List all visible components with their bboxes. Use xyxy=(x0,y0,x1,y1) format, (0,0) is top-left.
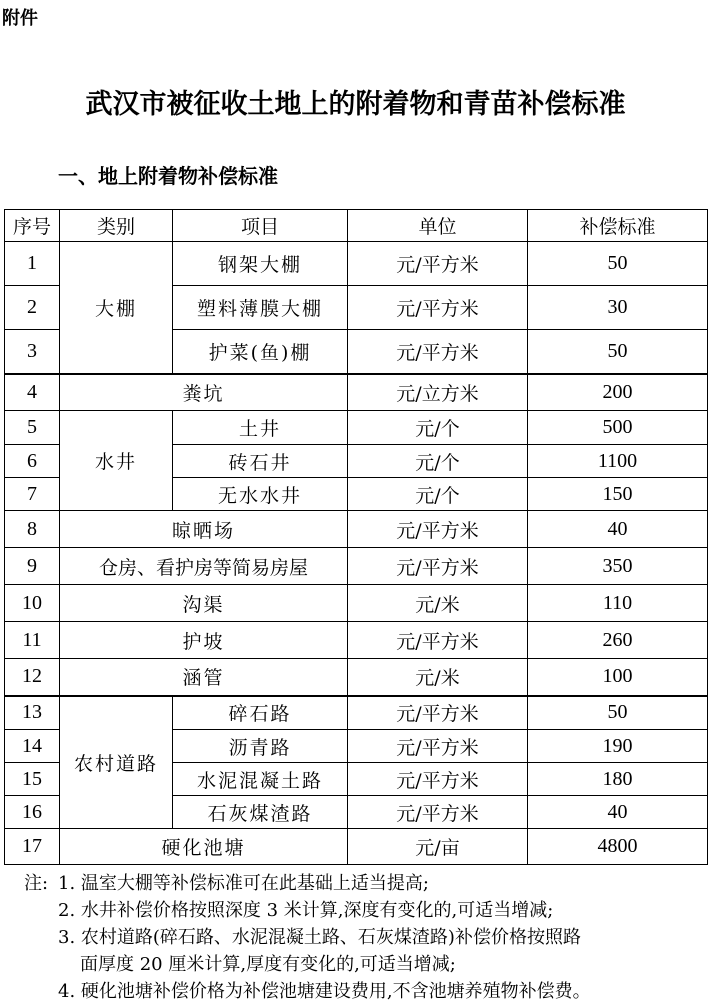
notes xyxy=(24,870,591,1005)
row-standard: 50 xyxy=(528,330,708,374)
row-item: 砖石井 xyxy=(173,445,348,478)
row-unit: 元/米 xyxy=(348,659,528,696)
header-no: 序号 xyxy=(5,210,60,242)
row-no: 12 xyxy=(5,659,60,696)
row-unit: 元/平方米 xyxy=(348,730,528,763)
row-unit: 元/平方米 xyxy=(348,696,528,730)
row-unit: 元/平方米 xyxy=(348,763,528,796)
document-title: 武汉市被征收土地上的附着物和青苗补偿标准 xyxy=(85,89,626,120)
row-unit: 元/立方米 xyxy=(348,374,528,411)
table-row xyxy=(5,548,708,585)
row-item: 涵管 xyxy=(60,659,348,696)
category-greenhouse: 大棚 xyxy=(60,242,173,374)
row-standard: 500 xyxy=(528,411,708,445)
row-unit: 元/个 xyxy=(348,445,528,478)
row-unit: 元/平方米 xyxy=(348,330,528,374)
row-item: 石灰煤渣路 xyxy=(173,796,348,829)
row-standard: 190 xyxy=(528,730,708,763)
row-no: 4 xyxy=(5,374,60,411)
row-standard: 50 xyxy=(528,242,708,286)
row-item: 无水水井 xyxy=(173,478,348,511)
table-row xyxy=(5,242,708,286)
section-title: 一、地上附着物补偿标准 xyxy=(58,164,278,188)
table-row xyxy=(5,511,708,548)
row-standard: 40 xyxy=(528,511,708,548)
row-unit: 元/个 xyxy=(348,411,528,445)
row-unit: 元/平方米 xyxy=(348,286,528,330)
row-item: 粪坑 xyxy=(60,374,348,411)
table-row xyxy=(5,696,708,730)
row-standard: 4800 xyxy=(528,829,708,865)
table-row xyxy=(5,585,708,622)
note-3-continued xyxy=(24,951,591,978)
table-row xyxy=(5,659,708,696)
row-no: 14 xyxy=(5,730,60,763)
row-unit: 元/亩 xyxy=(348,829,528,865)
row-item: 塑料薄膜大棚 xyxy=(173,286,348,330)
row-no: 5 xyxy=(5,411,60,445)
row-no: 7 xyxy=(5,478,60,511)
row-no: 13 xyxy=(5,696,60,730)
row-standard: 350 xyxy=(528,548,708,585)
row-item: 钢架大棚 xyxy=(173,242,348,286)
row-no: 1 xyxy=(5,242,60,286)
row-item: 护菜(鱼)棚 xyxy=(173,330,348,374)
row-standard: 30 xyxy=(528,286,708,330)
header-category: 类别 xyxy=(60,210,173,242)
row-no: 11 xyxy=(5,622,60,659)
row-no: 8 xyxy=(5,511,60,548)
category-road: 农村道路 xyxy=(60,696,173,829)
row-standard: 40 xyxy=(528,796,708,829)
row-standard: 110 xyxy=(528,585,708,622)
row-unit: 元/平方米 xyxy=(348,622,528,659)
table-row xyxy=(5,622,708,659)
table-header-row xyxy=(5,210,708,242)
row-item: 水泥混凝土路 xyxy=(173,763,348,796)
row-item: 硬化池塘 xyxy=(60,829,348,865)
row-no: 17 xyxy=(5,829,60,865)
row-item: 仓房、看护房等简易房屋 xyxy=(60,548,348,585)
compensation-table xyxy=(4,209,708,865)
row-unit: 元/米 xyxy=(348,585,528,622)
note-text: 3. 农村道路(碎石路、水泥混凝土路、石灰煤渣路)补偿价格按照路 xyxy=(58,927,581,948)
category-well: 水井 xyxy=(60,411,173,511)
table-row xyxy=(5,374,708,411)
row-no: 15 xyxy=(5,763,60,796)
row-standard: 100 xyxy=(528,659,708,696)
note-text: 4. 硬化池塘补偿价格为补偿池塘建设费用,不含池塘养殖物补偿费。 xyxy=(58,981,591,1002)
attachment-label: 附件 xyxy=(2,8,38,29)
notes-label: 注: xyxy=(24,873,49,894)
row-standard: 1100 xyxy=(528,445,708,478)
note-1 xyxy=(24,870,591,897)
note-text: 面厚度 20 厘米计算,厚度有变化的,可适当增减; xyxy=(80,954,456,975)
header-standard: 补偿标准 xyxy=(528,210,708,242)
row-no: 2 xyxy=(5,286,60,330)
row-standard: 180 xyxy=(528,763,708,796)
row-no: 6 xyxy=(5,445,60,478)
row-no: 3 xyxy=(5,330,60,374)
table-row xyxy=(5,829,708,865)
row-standard: 50 xyxy=(528,696,708,730)
row-standard: 150 xyxy=(528,478,708,511)
row-unit: 元/个 xyxy=(348,478,528,511)
row-unit: 元/平方米 xyxy=(348,796,528,829)
note-text: 2. 水井补偿价格按照深度 3 米计算,深度有变化的,可适当增减; xyxy=(58,900,554,921)
note-2 xyxy=(24,897,591,924)
row-standard: 260 xyxy=(528,622,708,659)
row-unit: 元/平方米 xyxy=(348,511,528,548)
row-item: 碎石路 xyxy=(173,696,348,730)
row-no: 16 xyxy=(5,796,60,829)
table-row xyxy=(5,411,708,445)
header-item: 项目 xyxy=(173,210,348,242)
row-unit: 元/平方米 xyxy=(348,548,528,585)
note-text: 1. 温室大棚等补偿标准可在此基础上适当提高; xyxy=(58,873,429,894)
row-item: 护坡 xyxy=(60,622,348,659)
row-standard: 200 xyxy=(528,374,708,411)
row-item: 沥青路 xyxy=(173,730,348,763)
note-3 xyxy=(24,924,591,951)
row-unit: 元/平方米 xyxy=(348,242,528,286)
header-unit: 单位 xyxy=(348,210,528,242)
row-no: 9 xyxy=(5,548,60,585)
row-no: 10 xyxy=(5,585,60,622)
row-item: 土井 xyxy=(173,411,348,445)
row-item: 沟渠 xyxy=(60,585,348,622)
note-4 xyxy=(24,978,591,1005)
row-item: 晾晒场 xyxy=(60,511,348,548)
